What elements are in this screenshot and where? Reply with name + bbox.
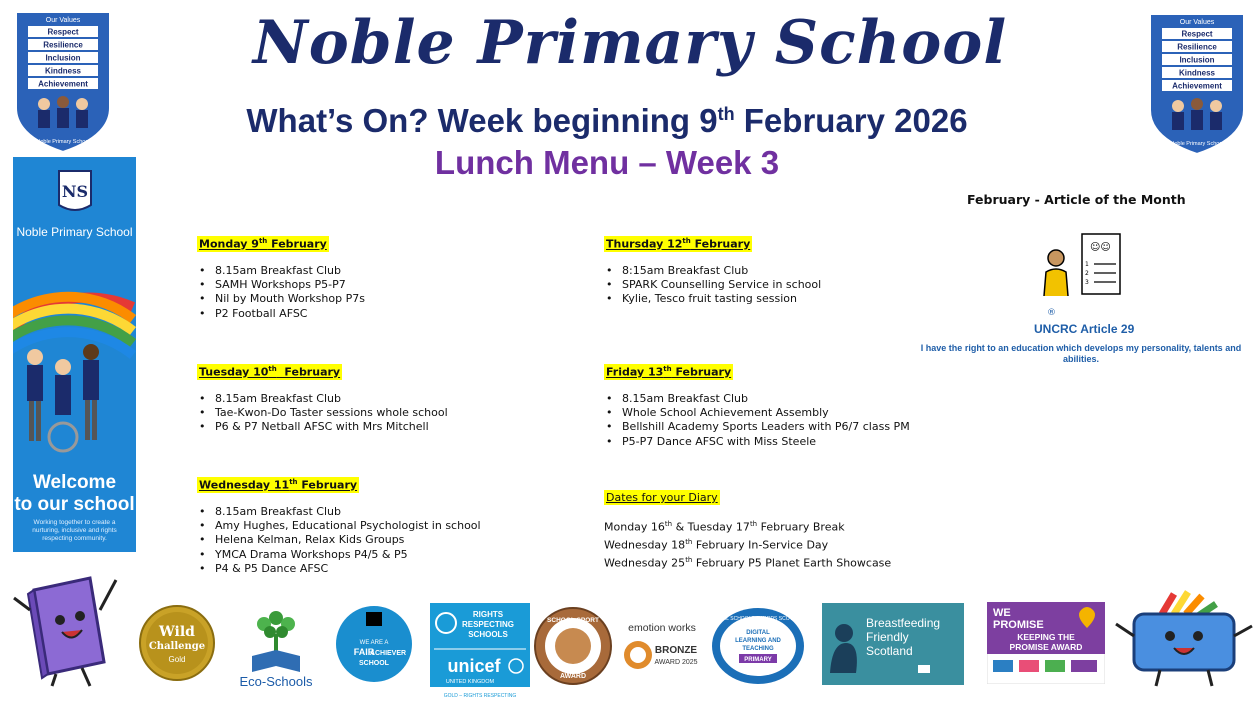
eco-schools-text: Eco-Schools (239, 674, 313, 689)
promise-text: WE (993, 607, 1011, 619)
day-items (604, 264, 821, 307)
day-heading (604, 364, 733, 380)
school-title: Noble Primary School (252, 8, 1008, 78)
diary-sup: th (685, 538, 693, 547)
rrs-text: SCHOOLS (468, 630, 508, 639)
fair-text: SCHOOL (359, 660, 389, 667)
day-month: February (267, 237, 327, 251)
diary-line (604, 517, 891, 535)
digital-text: LEARNING AND (735, 638, 781, 644)
day-items (197, 505, 481, 577)
diary-text: Wednesday 18 (604, 538, 686, 552)
wild-text: Wild (159, 624, 195, 640)
article-title: February - Article of the Month (967, 192, 1186, 207)
day-wednesday (197, 477, 481, 577)
list-item: • 8.15am Breakfast Club (197, 392, 448, 406)
day-sup: th (268, 365, 277, 373)
unicef-text: unicef (447, 656, 501, 676)
crest-value: Respect (1181, 29, 1213, 39)
diary-text: & Tuesday 17 (672, 520, 750, 534)
banner-welcome (13, 472, 136, 516)
week-subtitle (0, 102, 1214, 140)
bronze-text: BRONZE (654, 645, 698, 656)
day-name: Friday 13 (606, 365, 664, 379)
promise-award-logo (987, 602, 1105, 684)
list-item: • Bellshill Academy Sports Leaders with P6/7 class PM (604, 420, 910, 434)
day-items (197, 264, 365, 322)
day-monday (197, 236, 365, 321)
bf-text: Breastfeeding (866, 616, 941, 630)
bronze-award-text: AWARD 2025 (654, 659, 698, 666)
day-month: February (690, 237, 751, 251)
fair-achiever-logo (334, 604, 414, 684)
subtitle-pre: What’s On? Week beginning 9 (246, 102, 718, 139)
rrs-text: RIGHTS (472, 610, 504, 619)
rrs-gold-text: GOLD – RIGHTS RESPECTING (443, 693, 517, 699)
list-item: • 8.15am Breakfast Club (197, 264, 365, 278)
promise-text: KEEPING THE (1017, 632, 1075, 642)
list-item: • P4 & P5 Dance AFSC (197, 562, 481, 576)
crest-value: Achievement (38, 79, 88, 89)
crest-value: Inclusion (1179, 55, 1215, 65)
crest-value: Kindness (1178, 68, 1216, 78)
uncrc-article-text: I have the right to an education which develops my personality, talents and abilities. (920, 343, 1242, 364)
list-item: • Nil by Mouth Workshop P7s (197, 292, 365, 306)
diary-text: Monday 16 (604, 520, 665, 534)
digital-text: DIGITAL (746, 630, 770, 636)
day-month: February (297, 478, 358, 492)
diary-text: February In-Service Day (692, 538, 829, 552)
fair-text: FAIR (353, 647, 375, 657)
diary-section (604, 490, 891, 571)
school-sport-award-logo (533, 604, 613, 688)
day-items (197, 392, 448, 435)
crest-children-icon (1172, 98, 1222, 130)
list-item: • SAMH Workshops P5-P7 (197, 278, 365, 292)
list-item: • 8.15am Breakfast Club (604, 392, 910, 406)
pencil-case-mascot-icon (1112, 590, 1254, 688)
banner-school-name: Noble Primary School (16, 225, 133, 239)
list-item: • Whole School Achievement Assembly (604, 406, 910, 420)
list-item: • 8:15am Breakfast Club (604, 264, 821, 278)
svg-text:NS: NS (61, 182, 89, 201)
promise-text: PROMISE (993, 619, 1044, 631)
day-heading (197, 236, 329, 252)
svg-text:2: 2 (1085, 270, 1089, 277)
digital-text: TEACHING (742, 646, 774, 652)
eco-schools-logo (234, 604, 318, 690)
education-rights-icon (1038, 232, 1122, 298)
list-item: • Tae-Kwon-Do Taster sessions whole school (197, 406, 448, 420)
crest-value: Resilience (1177, 42, 1217, 52)
rrs-text: RESPECTING (461, 620, 515, 629)
day-name: Tuesday 10 (199, 365, 269, 379)
list-item: • Amy Hughes, Educational Psychologist in school (197, 519, 481, 533)
gold-text: Gold (168, 655, 186, 664)
school-crest-left (12, 8, 114, 154)
banner-tagline: Working together to create a nurturing, inclusive and rights respecting community. (32, 519, 117, 542)
day-name: Thursday 12 (606, 237, 683, 251)
crest-value: Achievement (1172, 81, 1222, 91)
crest-value: Resilience (43, 40, 83, 50)
svg-text:☺☺: ☺☺ (1090, 242, 1111, 253)
crest-value: Inclusion (45, 53, 81, 63)
list-item: • Helena Kelman, Relax Kids Groups (197, 533, 481, 547)
day-items (604, 392, 910, 450)
registered-mark: ® (1047, 308, 1056, 318)
day-name: Wednesday 11 (199, 478, 290, 492)
crest-children-icon (38, 96, 88, 128)
book-mascot-icon (12, 570, 124, 688)
emotion-works-logo (618, 617, 706, 681)
list-item: • YMCA Drama Workshops P4/5 & P5 (197, 548, 481, 562)
diary-heading: Dates for your Diary (606, 491, 718, 504)
day-sup: th (289, 478, 298, 486)
bf-text: Scotland (866, 644, 913, 658)
diary-text: February P5 Planet Earth Showcase (692, 556, 892, 570)
diary-line (604, 535, 891, 553)
diary-text: Wednesday 25 (604, 556, 686, 570)
day-month: February (671, 365, 732, 379)
day-sup: th (682, 237, 691, 245)
lunch-menu-title: Lunch Menu – Week 3 (434, 144, 780, 181)
digital-schools-logo (709, 606, 807, 686)
day-sup: th (258, 237, 268, 245)
list-item: • 8.15am Breakfast Club (197, 505, 481, 519)
promise-text: PROMISE AWARD (1009, 642, 1083, 652)
banner-welcome-line2: to our school (14, 494, 135, 515)
day-tuesday (197, 364, 448, 435)
subtitle-post: February 2026 (734, 102, 968, 139)
emotion-works-text: emotion works (628, 622, 696, 634)
fair-text: ACHIEVER (369, 650, 407, 657)
day-month: February (276, 365, 341, 379)
crest-footer: Noble Primary School (1170, 141, 1224, 147)
day-heading (604, 236, 752, 252)
partner-logos-icon (993, 660, 1097, 672)
diary-line (604, 553, 891, 571)
diary-sup: th (749, 520, 758, 528)
nps-logo-icon (59, 171, 91, 210)
school-crest-right (1146, 10, 1248, 156)
day-heading (197, 477, 359, 493)
challenge-text: Challenge (148, 641, 206, 652)
fair-text: WE ARE A (359, 640, 389, 646)
breastfeeding-friendly-logo (822, 603, 964, 685)
crest-heading: Our Values (45, 17, 81, 24)
school-sport-text: SCHOOL SPORT (547, 617, 599, 624)
banner-welcome-line1: Welcome (32, 472, 117, 493)
day-thursday (604, 236, 821, 307)
award-text: AWARD (559, 673, 587, 680)
list-item: • SPARK Counselling Service in school (604, 278, 821, 292)
bf-text: Friendly (866, 630, 909, 644)
list-item: • P2 Football AFSC (197, 307, 365, 321)
diary-sup: th (664, 520, 673, 528)
pupils-icon (27, 344, 99, 451)
crest-heading: Our Values (1179, 19, 1215, 26)
diary-sup: th (685, 556, 693, 565)
welcome-banner (13, 157, 136, 552)
diary-text: February Break (757, 520, 845, 534)
day-name: Monday 9 (199, 237, 259, 251)
crest-value: Respect (47, 27, 79, 37)
uncrc-article-title: UNCRC Article 29 (1034, 322, 1135, 336)
digital-primary-text: PRIMARY (744, 657, 772, 663)
wild-challenge-logo (138, 604, 216, 682)
list-item: • P6 & P7 Netball AFSC with Mrs Mitchell (197, 420, 448, 434)
rights-respecting-logo (430, 603, 530, 701)
digital-top-text: DIGITAL SCHOOLS AWARDS SCOTLAND (709, 616, 807, 622)
list-item: • P5-P7 Dance AFSC with Miss Steele (604, 435, 910, 449)
day-friday (604, 364, 910, 449)
crest-footer: Noble Primary School (36, 139, 90, 145)
list-item: • Kylie, Tesco fruit tasting session (604, 292, 821, 306)
day-heading (197, 364, 342, 380)
crest-value: Kindness (44, 66, 82, 76)
svg-text:3: 3 (1085, 279, 1089, 286)
day-sup: th (663, 365, 672, 373)
unicef-sub-text: UNITED KINGDOM (445, 679, 495, 685)
svg-text:1: 1 (1085, 261, 1089, 268)
subtitle-sup: th (717, 104, 735, 124)
